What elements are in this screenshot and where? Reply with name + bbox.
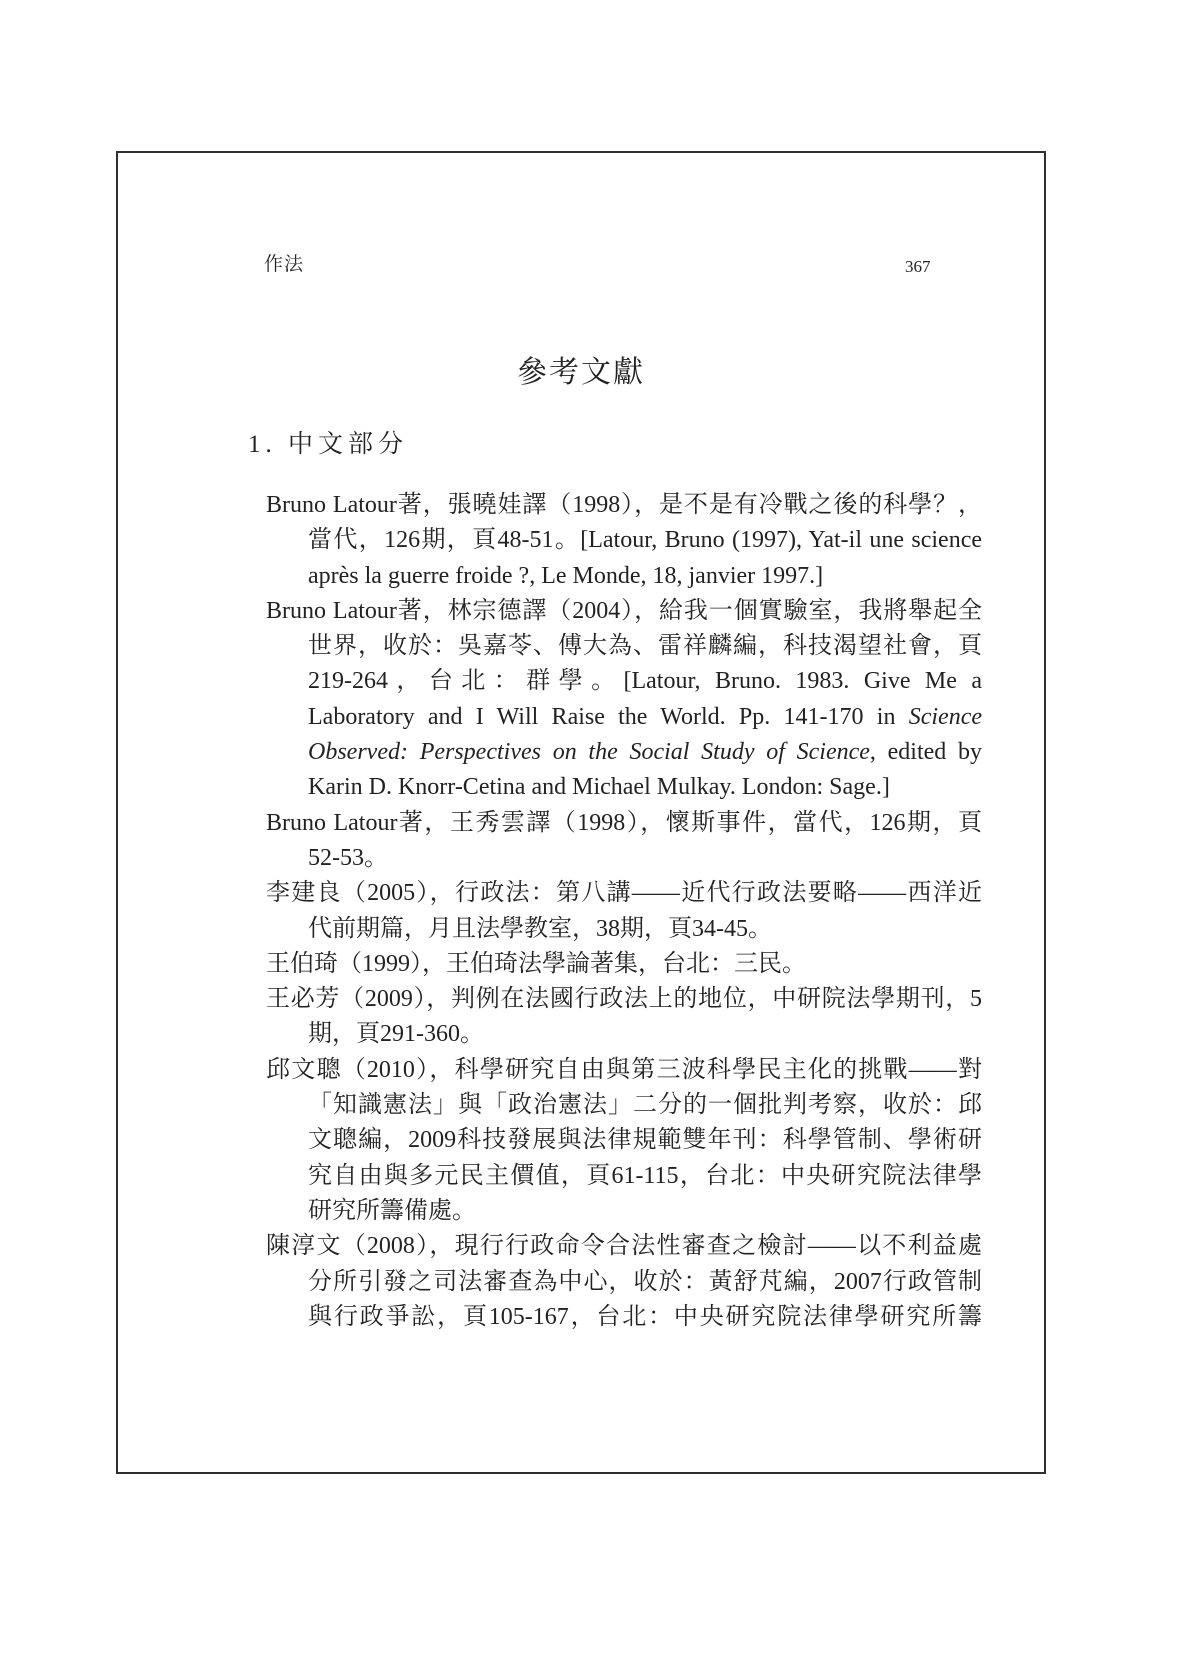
reference-line <box>266 947 982 982</box>
reference-line <box>266 1300 982 1335</box>
text-run: Bruno Latour著，王秀雲譯（1998），懷斯事件，當代，126期，頁 <box>266 809 982 836</box>
reference-line <box>266 629 982 664</box>
running-head: 作法 <box>264 254 305 275</box>
text-run: 「知識憲法」與「政治憲法」二分的一個批判考察，收於：邱 <box>308 1092 982 1119</box>
reference-line <box>266 664 982 699</box>
reference-entry <box>266 1229 982 1335</box>
text-run: 究自由與多元民主價值，頁61-115，台北：中央研究院法律學 <box>308 1162 982 1189</box>
text-run: Bruno Latour著，張曉娃譯（1998），是不是有冷戰之後的科學？， <box>266 492 982 518</box>
text-run: 文聰編，2009科技發展與法律規範雙年刊：科學管制、學術研 <box>308 1127 982 1154</box>
reference-line <box>266 559 982 594</box>
reference-line <box>266 1088 982 1123</box>
text-run: 李建良（2005），行政法：第八講——近代行政法要略——西洋近 <box>266 880 982 907</box>
page-number: 367 <box>905 257 931 276</box>
reference-line <box>266 876 982 911</box>
reference-line <box>266 488 982 523</box>
text-run: 分所引發之司法審查為中心，收於：黃舒芃編，2007行政管制 <box>308 1268 982 1295</box>
document-page <box>116 151 1046 1474</box>
text-run: 王必芳（2009），判例在法國行政法上的地位，中研院法學期刊，5 <box>266 986 982 1013</box>
reference-line <box>266 735 982 770</box>
text-run: 王伯琦（1999），王伯琦法學論著集，台北：三民。 <box>266 950 806 977</box>
reference-entry <box>266 876 982 947</box>
text-run: 陳淳文（2008），現行行政命令合法性審查之檢討——以不利益處 <box>266 1233 982 1260</box>
reference-line <box>266 523 982 558</box>
reference-list <box>266 488 982 1335</box>
text-run: 世界，收於：吳嘉苓、傅大為、雷祥麟編，科技渴望社會，頁 <box>308 633 982 660</box>
text-run: 當代，126期，頁48-51。[Latour, Bruno (1997), Yat-il une science <box>308 527 982 554</box>
section-heading: 1. 中文部分 <box>248 431 409 458</box>
reference-line <box>266 1053 982 1088</box>
text-run: 與行政爭訟，頁105-167，台北：中央研究院法律學研究所籌 <box>308 1303 982 1330</box>
reference-entry <box>266 594 982 806</box>
italic-text-run: Science <box>908 703 982 730</box>
reference-line <box>266 1123 982 1158</box>
reference-line <box>266 806 982 841</box>
italic-text-run: Observed: Perspectives on the Social Study of Science <box>308 739 870 766</box>
reference-line <box>266 594 982 629</box>
reference-line <box>266 770 982 805</box>
text-run: après la guerre froide ?, Le Monde, 18, janvier 1997.] <box>308 562 824 589</box>
text-run: 期，頁291-360。 <box>308 1021 484 1048</box>
reference-line <box>266 982 982 1017</box>
reference-line <box>266 1194 982 1229</box>
reference-entry <box>266 982 982 1053</box>
reference-entry <box>266 806 982 877</box>
text-run: , edited by <box>869 739 982 766</box>
text-run: Bruno Latour著，林宗德譯（2004），給我一個實驗室，我將舉起全 <box>266 597 982 624</box>
text-run: 代前期篇，月且法學教室，38期，頁34-45。 <box>308 915 772 942</box>
reference-line <box>266 912 982 947</box>
reference-entry <box>266 488 982 594</box>
reference-line <box>266 841 982 876</box>
reference-line <box>266 1159 982 1194</box>
page-title: 參考文獻 <box>517 356 645 389</box>
text-run: 52-53。 <box>308 844 388 871</box>
reference-line <box>266 1229 982 1264</box>
text-run: 邱文聰（2010），科學研究自由與第三波科學民主化的挑戰——對 <box>266 1056 982 1083</box>
reference-line <box>266 700 982 735</box>
text-run: Laboratory and I Will Raise the World. Pp. 141-170 in <box>308 703 909 730</box>
reference-line <box>266 1017 982 1052</box>
text-run: 研究所籌備處。 <box>308 1197 476 1224</box>
reference-entry <box>266 947 982 982</box>
text-run: 219-264，台北：群學。[Latour, Bruno. 1983. Give Me a <box>308 668 982 695</box>
reference-entry <box>266 1053 982 1229</box>
reference-line <box>266 1265 982 1300</box>
text-run: Karin D. Knorr-Cetina and Michael Mulkay. London: Sage.] <box>308 774 890 801</box>
